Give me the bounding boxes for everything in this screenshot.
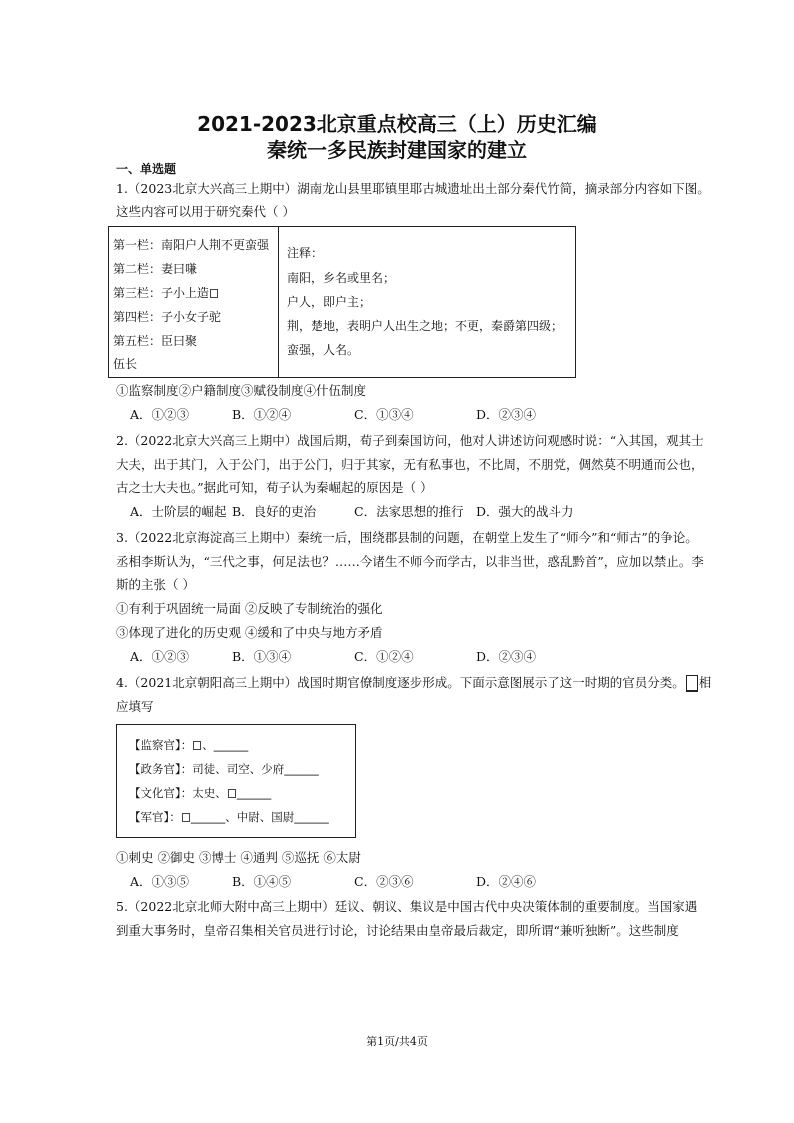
q3-stem-line3: 斯的主张（ ）: [116, 577, 195, 592]
q2-option-b[interactable]: B．良好的吏治: [232, 504, 317, 519]
table-left-row: 伍长: [113, 357, 138, 371]
q1-option-d[interactable]: D．②③④: [476, 407, 537, 422]
table-left-row: 第五栏：臣曰聚: [113, 334, 198, 348]
table-left-row: 第一栏：南阳户人荆不更蛮强: [113, 238, 270, 252]
section-heading: 一、单选题: [116, 162, 177, 176]
q3-option-b[interactable]: B．①③④: [232, 649, 292, 664]
table-left-row: 第四栏：子小女子驼: [113, 310, 222, 324]
q5-stem-line1: 5.（2022北京北师大附中高三上期中）廷议、朝议、集议是中国古代中央决策体制的重要制度。当国家遇: [116, 899, 698, 914]
table-right-row: 南阳，乡名或里名；: [287, 271, 396, 285]
q5-stem-line2: 到重大事务时，皇帝召集相关官员进行讨论，讨论结果由皇帝最后裁定，即所谓“兼听独断”。这些制度: [116, 923, 679, 938]
q1-option-b[interactable]: B．①②④: [232, 407, 292, 422]
q3-option-d[interactable]: D．②③④: [476, 649, 537, 664]
table-right-row: 蛮强，人名。: [287, 343, 360, 357]
table-right-row: 注释：: [287, 246, 324, 260]
q2-option-c[interactable]: C．法家思想的推行: [354, 504, 464, 519]
missing-glyph-icon: [182, 813, 190, 822]
q1-option-c[interactable]: C．①③④: [354, 407, 414, 422]
q4-stem-line1: 4.（2021北京朝阳高三上期中）战国时期官僚制度逐步形成。下面示意图展示了这一时期的官员分类。 相: [116, 675, 712, 690]
q3-items-1: ①有利于巩固统一局面 ②反映了专制统治的强化: [116, 601, 383, 616]
q3-items-2: ③体现了进化的历史观 ④缓和了中央与地方矛盾: [116, 625, 383, 640]
box-row-admin: 【政务官】：司徒、司空、少府______: [129, 762, 319, 776]
missing-glyph-icon: [228, 789, 236, 798]
q4-items: ①刺史 ②御史 ③博士 ④通判 ⑤巡抚 ⑥太尉: [116, 850, 361, 865]
q2-option-d[interactable]: D．强大的战斗力: [476, 504, 574, 519]
table-left-row: 第三栏：子小上造: [113, 284, 219, 301]
box-row-supervisor: 【监察官】： 、______: [129, 738, 249, 752]
q2-stem-line1: 2.（2022北京大兴高三上期中）战国后期，荀子到秦国访问，他对人讲述访问观感时说：“入其国，观其士: [116, 433, 704, 448]
q4-diagram-box: [116, 724, 356, 838]
q4-option-d[interactable]: D．②④⑥: [476, 874, 537, 889]
table-left-row: 第二栏：妻曰嗛: [113, 262, 198, 276]
q1-source-table: [108, 226, 576, 378]
table-divider: [278, 227, 279, 377]
missing-glyph-icon: [210, 289, 218, 298]
q2-stem-line2: 大夫，出于其门，入于公门，出于公门，归于其家，无有私事也，不比周，不朋党，倜然莫不明通而公也，: [116, 457, 704, 472]
table-right-row: 户人，即户主；: [287, 295, 372, 309]
page-subtitle: 秦统一多民族封建国家的建立: [267, 138, 527, 162]
q1-items: ①监察制度②户籍制度③赋役制度④什伍制度: [116, 383, 367, 398]
blank-box-icon: [686, 675, 698, 692]
box-row-military: 【军官】： ______、中尉、国尉______: [129, 810, 329, 824]
q4-option-b[interactable]: B．①④⑤: [232, 874, 292, 889]
q1-stem-line2: 这些内容可以用于研究秦代（ ）: [116, 204, 295, 219]
q3-option-a[interactable]: A．①②③: [130, 649, 190, 664]
q3-stem-line1: 3.（2022北京海淀高三上期中）秦统一后，围绕郡县制的问题，在朝堂上发生了“师今”和“师古”的争论。: [116, 530, 698, 545]
q4-stem-line2: 应填写: [116, 699, 154, 714]
q1-option-a[interactable]: A．①②③: [130, 407, 190, 422]
page-number: 第1页/共4页: [366, 1035, 428, 1048]
q4-option-c[interactable]: C．②③⑥: [354, 874, 414, 889]
box-row-culture: 【文化官】：太史、 ______: [129, 786, 272, 800]
page-title: 2021-2023北京重点校高三（上）历史汇编: [197, 112, 597, 136]
q2-option-a[interactable]: A．士阶层的崛起: [130, 504, 227, 519]
q3-option-c[interactable]: C．①②④: [354, 649, 414, 664]
table-right-row: 荆，楚地，表明户人出生之地；不更，秦爵第四级；: [287, 319, 564, 333]
q1-stem-line1: 1.（2023北京大兴高三上期中）湖南龙山县里耶镇里耶古城遗址出土部分秦代竹简，摘录部分内容如下图。: [116, 181, 710, 196]
q4-option-a[interactable]: A．①③⑤: [130, 874, 190, 889]
q3-stem-line2: 丞相李斯认为，“三代之事，何足法也？……今诸生不师今而学古，以非当世，惑乱黔首”，应加以禁止。李: [116, 554, 704, 569]
missing-glyph-icon: [193, 741, 201, 750]
q2-stem-line3: 古之士大夫也。”据此可知，荀子认为秦崛起的原因是（ ）: [116, 480, 433, 495]
